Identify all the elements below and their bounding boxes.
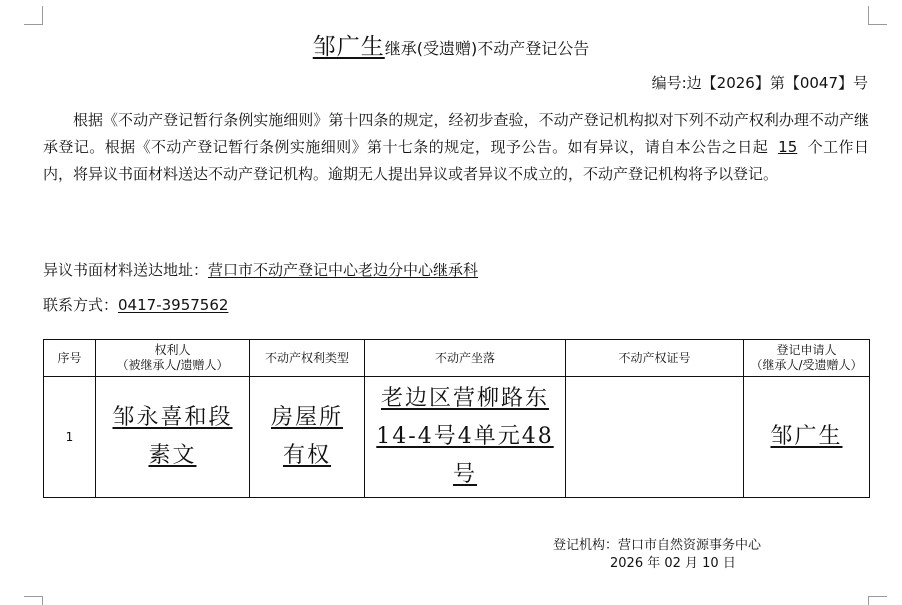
cell-applicant <box>744 377 870 498</box>
header-holder-line1: 权利人 <box>154 343 191 357</box>
title-text: 继承(受遗赠)不动产登记公告 <box>384 39 590 58</box>
cell-right-holder <box>96 377 250 498</box>
contact-line <box>43 293 228 317</box>
holder-line2: 素文 <box>148 443 197 468</box>
table-header-row <box>44 340 870 377</box>
header-seq: 序号 <box>44 340 96 377</box>
registration-authority: 登记机构：营口市自然资源事务中心 <box>553 538 762 553</box>
header-holder-line2: （被继承人/遗赠人） <box>116 358 229 372</box>
right-type-line2: 有权 <box>282 443 331 468</box>
right-type-line1: 房屋所 <box>270 405 343 430</box>
crop-mark-top-right <box>868 6 887 25</box>
cell-cert-number <box>566 377 744 498</box>
document-number: 编号:边【2026】第【0047】号 <box>651 74 868 92</box>
header-applicant-line2: （继承人/受遗赠人） <box>750 358 863 372</box>
objection-days: 15 <box>778 138 798 156</box>
notice-body-paragraph <box>43 107 869 188</box>
title-applicant-name: 邹广生 <box>312 34 385 60</box>
notice-date: 2026 年 02 月 10 日 <box>610 556 736 571</box>
header-right-holder <box>96 340 250 377</box>
table-row <box>44 377 870 498</box>
header-applicant-line1: 登记申请人 <box>776 343 837 357</box>
crop-mark-top-left <box>24 6 43 25</box>
header-cert-number: 不动产权证号 <box>566 340 744 377</box>
location-line3: 号 <box>452 462 477 487</box>
cell-location <box>365 377 566 498</box>
body-text-part1: 根据《不动产登记暂行条例实施细则》第十四条的规定，经初步查验，不动产登记机构拟对下列不动产权利办理不动产继承登记。根据《不动产登记暂行条例实施细则》第十七条的规定，现予公告。如有异议，请自本公告之日起 <box>43 111 869 156</box>
address-label: 异议书面材料送达地址： <box>43 261 209 279</box>
notice-title <box>0 32 902 64</box>
contact-phone: 0417-3957562 <box>118 296 229 314</box>
address-value: 营口市不动产登记中心老边分中心继承科 <box>208 261 479 279</box>
body-text-part2: 个工作日内，将异议书面材料送达不动产登记机构。逾期无人提出异议或者异议不成立的，不动产登记机构将予以登记。 <box>43 138 869 183</box>
location-line1: 老边区营柳路东 <box>380 386 549 411</box>
contact-label: 联系方式： <box>43 296 119 314</box>
objection-address-line <box>43 258 478 282</box>
header-location: 不动产坐落 <box>365 340 566 377</box>
cell-seq: 1 <box>44 377 96 498</box>
cell-right-type <box>250 377 365 498</box>
header-right-type: 不动产权利类型 <box>250 340 365 377</box>
header-applicant <box>744 340 870 377</box>
location-line2: 14-4号4单元48 <box>376 424 554 449</box>
holder-line1: 邹永喜和段 <box>112 405 233 430</box>
property-table <box>43 339 870 498</box>
applicant-name: 邹广生 <box>770 424 843 449</box>
